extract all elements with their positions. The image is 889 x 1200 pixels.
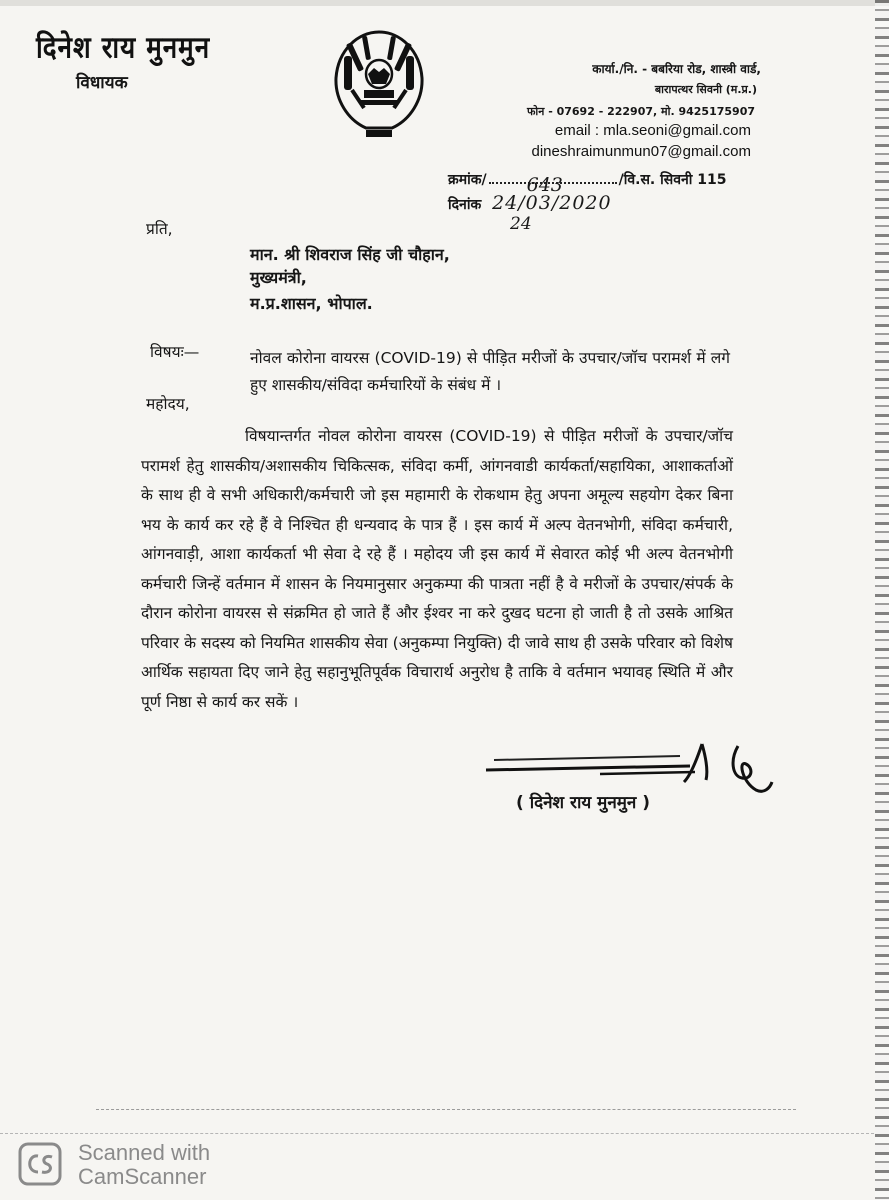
date-correction: 24 bbox=[510, 214, 532, 234]
camscanner-logo-icon bbox=[18, 1142, 62, 1186]
scan-artifact-line bbox=[96, 1109, 796, 1110]
salutation: महोदय, bbox=[146, 395, 190, 413]
subject-label: विषयः— bbox=[150, 343, 200, 361]
signatory-name: ( दिनेश राय मुनमुन ) bbox=[516, 793, 651, 813]
camscanner-watermark bbox=[78, 1141, 210, 1189]
reference-number: 643 bbox=[526, 174, 563, 196]
emblem-icon bbox=[330, 28, 428, 146]
email-line-1: email : mla.seoni@gmail.com bbox=[554, 122, 751, 139]
scan-artifact-line bbox=[0, 1133, 874, 1134]
reference-dots bbox=[489, 174, 617, 196]
watermark-line-2: CamScanner bbox=[78, 1164, 207, 1189]
date-value: 24/03/2020 bbox=[492, 192, 612, 214]
recipient-line-1: मान. श्री शिवराज सिंह जी चौहान, bbox=[250, 245, 450, 264]
reference-suffix: /वि.स. सिवनी 115 bbox=[618, 172, 727, 188]
reference-label: क्रमांक/ bbox=[448, 172, 487, 188]
recipient-line-2: मुख्यमंत्री, bbox=[250, 268, 307, 287]
body-paragraph: विषयान्तर्गत नोवल कोरोना वायरस (COVID-19) से पीड़ित मरीजों के उपचार/जॉच परामर्श हेतु शासकीय/अशासकीय चिकित्सक, संविदा कर्मी, आंगनवाडी कार्यकर्ता/सहायिका, आशाकर्ताओं के साथ ही वे सभी अधिकारी/कर्मचारी जो इस महामारी के रोकथाम हेतु अपना अमूल्य सहयोग देकर बिना भय के कार्य कर रहे हैं वे निश्चित ही धन्यवाद के पात्र हैं । इस कार्य में अल्प वेतनभोगी, संविदा कर्मचारी, आंगनवाड़ी, आशा कार्यकर्ता भी सेवा दे रहे हैं । महोदय जी इस कार्य में सेवारत कोई भी अल्प वेतनभोगी कर्मचारी जिन्हें वर्तमान में शासन के नियमानुसार अनुकम्पा की पात्रता नहीं है वे मरीजों के उपचार/संपर्क के दौरान कोरोना वायरस से संक्रमित हो जाते हैं और ईश्वर ना करे दुखद घटना हो जाती है तो उसके आश्रित परिवार के सदस्य को नियमित शासकीय सेवा (अनुकम्पा नियुक्ति) दी जावे साथ ही उसके परिवार को विशेष आर्थिक सहायता दिए जाने हेतु सहानुभूतिपूर्वक विचारार्थ अनुरोध है ताकि वे वर्तमान भयावह स्थिति में और पूर्ण निष्ठा से कार्य कर सकें । bbox=[141, 427, 733, 711]
page-top-edge bbox=[0, 0, 889, 6]
date-line bbox=[448, 192, 612, 214]
phone-line: फोन - 07692 - 222907, मो. 9425175907 bbox=[526, 105, 755, 118]
watermark-line-1: Scanned with bbox=[78, 1140, 211, 1165]
address-line-1: कार्या./नि. - बबरिया रोड, शास्त्री वार्ड, bbox=[592, 62, 761, 76]
reference-line bbox=[448, 170, 727, 196]
letterhead-title: विधायक bbox=[76, 73, 128, 93]
subject-text: नोवल कोरोना वायरस (COVID-19) से पीड़ित मरीजों के उपचार/जॉच परामर्श में लगे हुए शासकीय/संविदा कर्मचारियों के संबंध में । bbox=[250, 349, 730, 394]
email-line-2: dineshraimunmun07@gmail.com bbox=[531, 143, 751, 160]
letterhead-name: दिनेश राय मुनमुन bbox=[36, 31, 211, 66]
page-right-edge bbox=[875, 0, 889, 1200]
address-line-2: बारापत्थर सिवनी (म.प्र.) bbox=[654, 83, 757, 96]
prati-label: प्रति, bbox=[146, 220, 173, 238]
date-label: दिनांक bbox=[448, 197, 482, 213]
recipient-line-3: म.प्र.शासन, भोपाल. bbox=[250, 294, 373, 313]
